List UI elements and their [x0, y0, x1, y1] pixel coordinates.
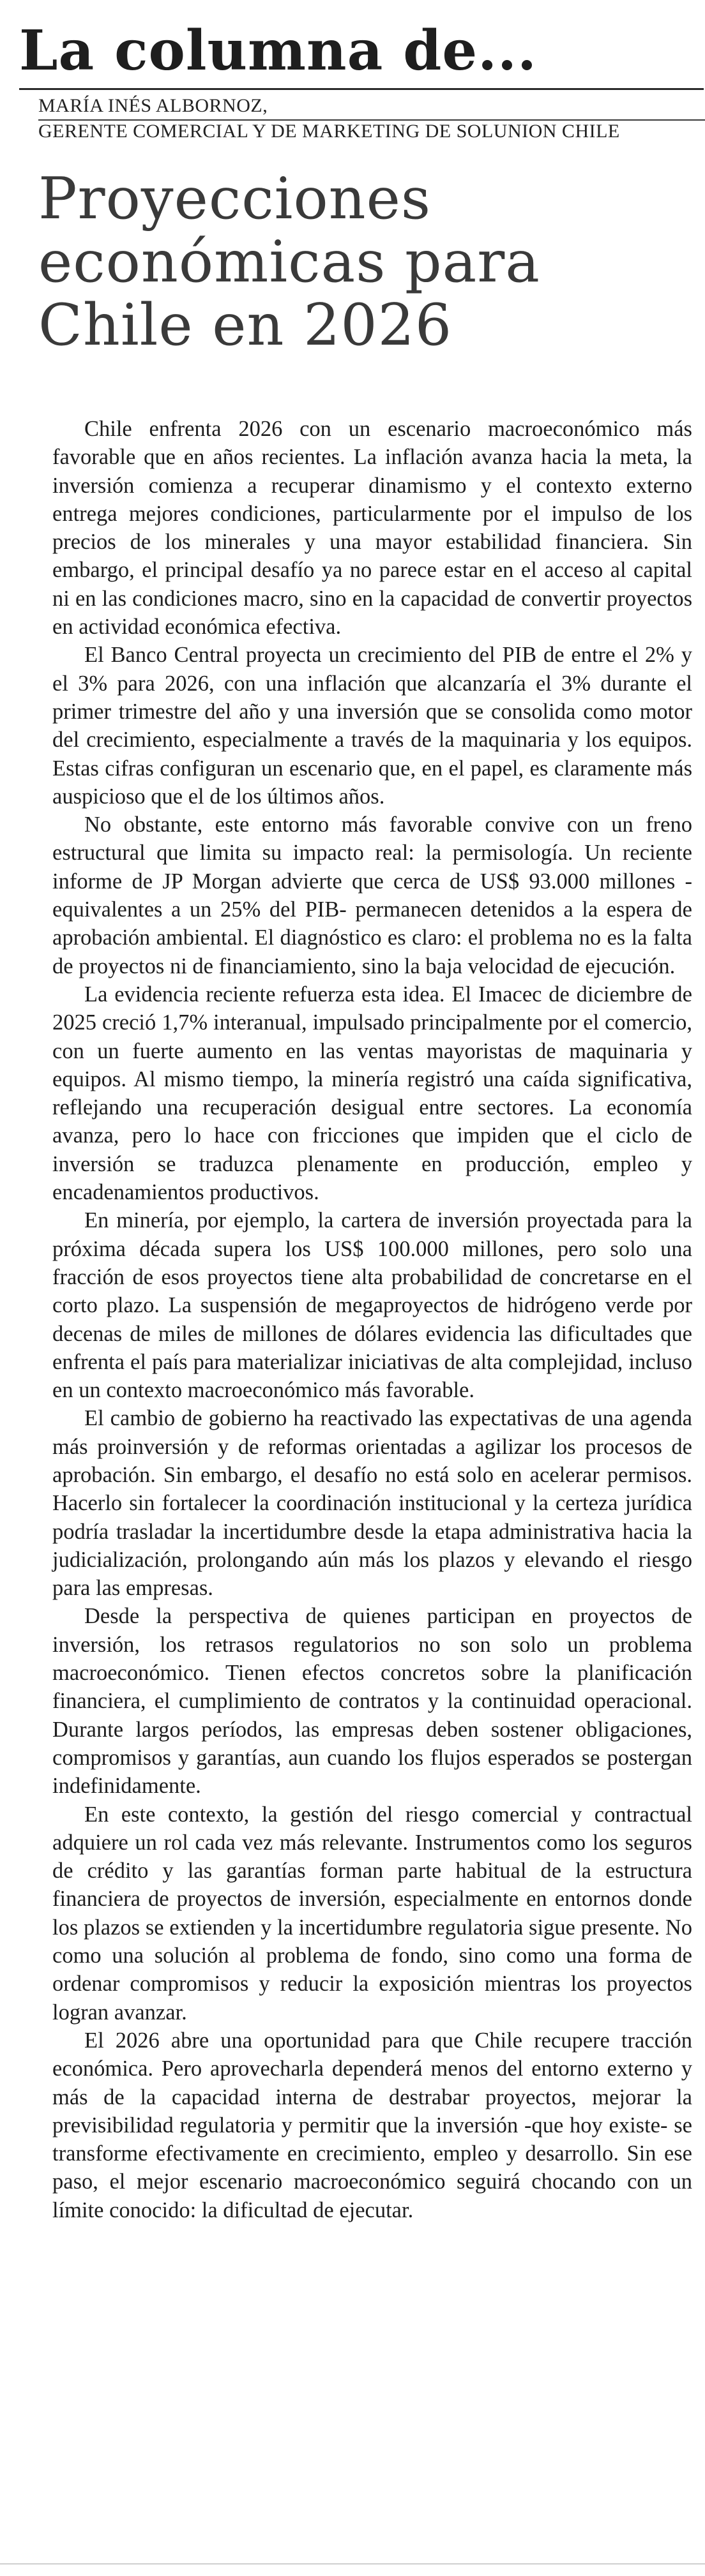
- author-name: MARÍA INÉS ALBORNOZ,: [38, 95, 268, 116]
- article-paragraph: Chile enfrenta 2026 con un escenario macroeconómico más favorable que en años recientes. La inflación avanza hacia la meta, la inversión comienza a recuperar dinamismo y el contexto externo entrega mejores condiciones, particularmente por el impulso de los precios de los minerales y una mayor estabilidad financiera. Sin embargo, el principal desafío ya no parece estar en el acceso al capital ni en las condiciones macro, sino en la capacidad de convertir proyectos en actividad económica efectiva.: [52, 417, 692, 640]
- section-title: La columna de...: [19, 19, 537, 83]
- byline-divider: [38, 119, 705, 121]
- headline-line: Proyecciones: [38, 165, 432, 232]
- article-paragraph: En este contexto, la gestión del riesgo comercial y contractual adquiere un rol cada vez más relevante. Instrumentos como los seguros de crédito y las garantías forman parte habitual de la estructura financiera de proyectos de inversión, especialmente en entornos donde los plazos se extienden y la incertidumbre regulatoria sigue presente. No como una solución al problema de fondo, sino como una forma de ordenar compromisos y reducir la exposición mientras los proyectos logran avanzar.: [52, 1802, 692, 2025]
- article-body: [52, 415, 692, 2224]
- section-header: [19, 19, 686, 83]
- headline-line: económicas para: [38, 228, 540, 296]
- section-divider: [19, 88, 704, 90]
- article-headline: [38, 167, 677, 357]
- article-paragraph: El cambio de gobierno ha reactivado las expectativas de una agenda más proinversión y de reformas orientadas a agilizar los procesos de aprobación. Sin embargo, el desafío no está solo en acelerar permisos. Hacerlo sin fortalecer la coordinación institucional y la certeza jurídica podría trasladar la incertidumbre desde la etapa administrativa hacia la judicialización, prolongando aún más los plazos y elevando el riesgo para las empresas.: [52, 1406, 692, 1601]
- headline-line: Chile en 2026: [38, 292, 453, 359]
- article-paragraph: No obstante, este entorno más favorable convive con un freno estructural que limita su impacto real: la permisología. Un reciente informe de JP Morgan advierte que cerca de US$ 93.000 millones -equivalentes a un 25% del PIB- permanecen detenidos a la espera de aprobación ambiental. El diagnóstico es claro: el problema no es la falta de proyectos ni de financiamiento, sino la baja velocidad de ejecución.: [52, 812, 692, 978]
- page-bottom-divider: [0, 2563, 705, 2565]
- article-paragraph: La evidencia reciente refuerza esta idea. El Imacec de diciembre de 2025 creció 1,7% interanual, impulsado principalmente por el comercio, con un fuerte aumento en las ventas mayoristas de maquinaria y equipos. Al mismo tiempo, la minería registró una caída significativa, reflejando una recuperación desigual entre sectores. La economía avanza, pero lo hace con fricciones que impiden que el ciclo de inversión se traduzca plenamente en producción, empleo y encadenamientos productivos.: [52, 982, 692, 1205]
- article-paragraph: Desde la perspectiva de quienes participan en proyectos de inversión, los retrasos regulatorios no son solo un problema macroeconómico. Tienen efectos concretos sobre la planificación financiera, el cumplimiento de contratos y la continuidad operacional. Durante largos períodos, las empresas deben sostener obligaciones, compromisos y garantías, aun cuando los flujos esperados se postergan indefinidamente.: [52, 1604, 692, 1799]
- author-role: GERENTE COMERCIAL Y DE MARKETING DE SOLUNION CHILE: [38, 121, 620, 142]
- byline: [38, 93, 702, 144]
- article-paragraph: El 2026 abre una oportunidad para que Chile recupere tracción económica. Pero aprovecharla dependerá menos del entorno externo y más de la capacidad interna de destrabar proyectos, mejorar la previsibilidad regulatoria y permitir que la inversión -que hoy existe- se transforme efectivamente en crecimiento, empleo y desarrollo. Sin ese paso, el mejor escenario macroeconómico seguirá chocando con un límite conocido: la dificultad de ejecutar.: [52, 2028, 692, 2222]
- article-paragraph: El Banco Central proyecta un crecimiento del PIB de entre el 2% y el 3% para 2026, con una inflación que alcanzaría el 3% durante el primer trimestre del año y una inversión que se consolida como motor del crecimiento, especialmente a través de la maquinaria y los equipos. Estas cifras configuran un escenario que, en el papel, es claramente más auspicioso que el de los últimos años.: [52, 643, 692, 809]
- article-paragraph: En minería, por ejemplo, la cartera de inversión proyectada para la próxima década supera los US$ 100.000 millones, pero solo una fracción de esos proyectos tiene alta probabilidad de concretarse en el corto plazo. La suspensión de megaproyectos de hidrógeno verde por decenas de miles de millones de dólares evidencia las dificultades que enfrenta el país para materializar iniciativas de alta complejidad, incluso en un contexto macroeconómico más favorable.: [52, 1208, 692, 1403]
